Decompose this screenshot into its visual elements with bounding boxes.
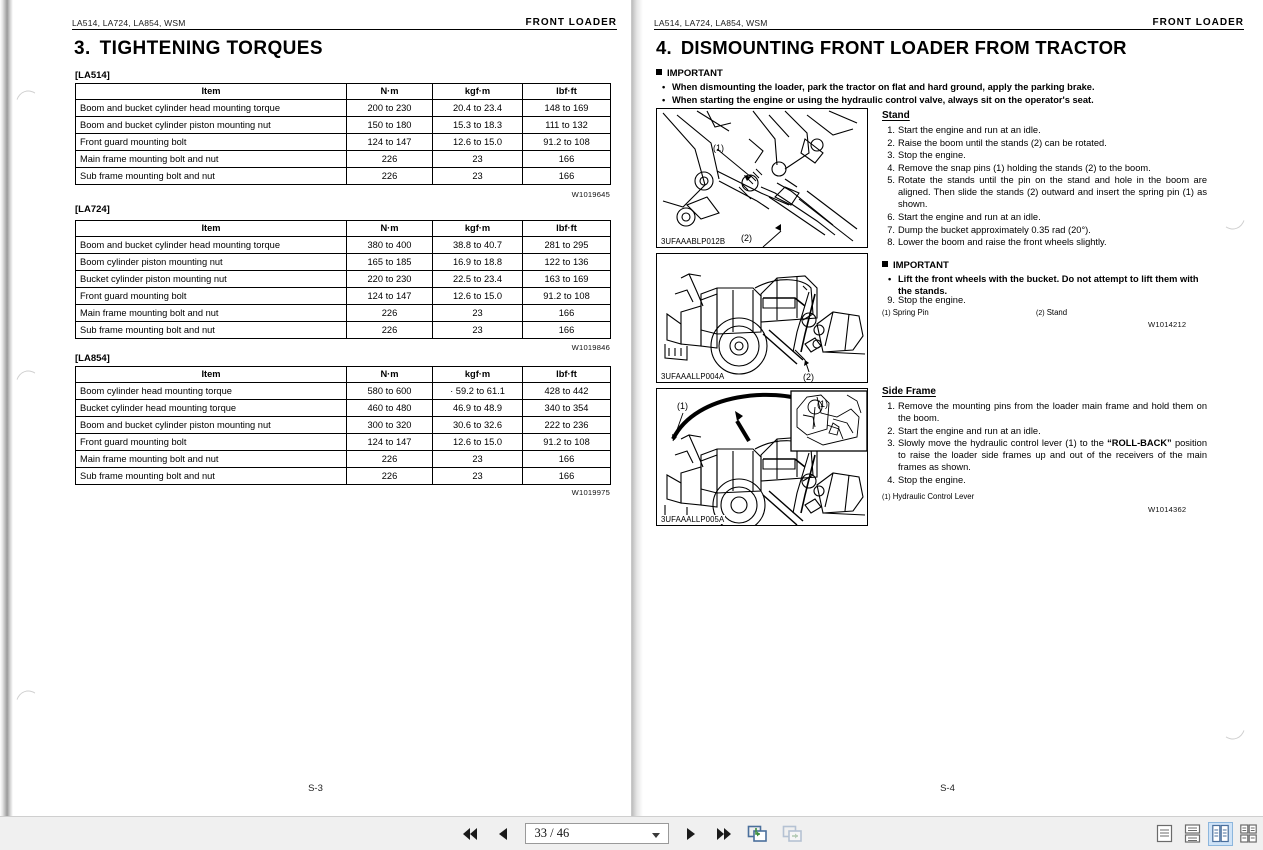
table-row	[76, 168, 611, 185]
table-row	[76, 288, 611, 305]
step-text: Stop the engine.	[898, 150, 966, 161]
important-heading-text: IMPORTANT	[667, 68, 723, 79]
viewer-toolbar	[0, 816, 1263, 850]
step-number: 5.	[887, 175, 895, 186]
step-number: 1.	[887, 125, 895, 135]
scan-arc	[10, 86, 52, 134]
step-text-bold: “ROLL-BACK”	[1107, 438, 1172, 449]
table-header-row	[76, 367, 611, 383]
cell-nm: 124 to 147	[347, 288, 433, 305]
toolbar-view-mode-group	[1152, 822, 1261, 846]
cell-item: Boom and bucket cylinder head mounting torque	[76, 100, 347, 117]
list-item	[882, 211, 1207, 223]
cell-item: Main frame mounting bolt and nut	[76, 305, 347, 322]
cell-nm: 460 to 480	[347, 400, 433, 417]
step-text: Start the engine and run at an idle.	[898, 425, 1041, 436]
cell-kgfm: 12.6 to 15.0	[433, 134, 523, 151]
header-title: FRONT LOADER	[525, 17, 617, 28]
cell-lbfft: 166	[523, 151, 611, 168]
table-header-row	[76, 221, 611, 237]
list-item	[882, 437, 1207, 473]
figure-tractor-with-loader	[656, 253, 868, 383]
cell-item: Front guard mounting bolt	[76, 134, 347, 151]
step-number: 6.	[887, 212, 895, 223]
scan-arc	[10, 686, 52, 734]
col-nm: N·m	[347, 84, 433, 100]
legend-key: (1)	[882, 494, 891, 501]
table-row	[76, 383, 611, 400]
last-page-button[interactable]	[713, 823, 735, 845]
list-item	[882, 294, 1207, 306]
cell-lbfft: 222 to 236	[523, 417, 611, 434]
callout-1: (1)	[713, 143, 724, 153]
col-item: Item	[76, 367, 347, 383]
table-row	[76, 468, 611, 485]
cell-kgfm: 12.6 to 15.0	[433, 434, 523, 451]
cell-lbfft: 166	[523, 451, 611, 468]
cell-item: Main frame mounting bolt and nut	[76, 151, 347, 168]
col-lbfft: lbf·ft	[523, 221, 611, 237]
cell-nm: 226	[347, 305, 433, 322]
cell-nm: 226	[347, 151, 433, 168]
important-item-text: When dismounting the loader, park the tractor on flat and hard ground, apply the parking brake.	[672, 82, 1095, 92]
step-text: Slowly move the hydraulic control lever (1) to the	[898, 438, 1108, 449]
cell-item: Sub frame mounting bolt and nut	[76, 168, 347, 185]
list-item	[882, 474, 1207, 486]
page-right[interactable]	[631, 0, 1263, 816]
cell-kgfm: 23	[433, 305, 523, 322]
replace-page-button[interactable]	[781, 823, 805, 845]
last-page-icon	[715, 827, 733, 841]
two-page-continuous-view-icon	[1240, 824, 1257, 843]
list-item	[882, 400, 1207, 424]
table-header-row	[76, 84, 611, 100]
table-row	[76, 100, 611, 117]
step-text: Remove the mounting pins from the loader main frame and hold them on the boom.	[898, 401, 1207, 424]
step-number: 4.	[887, 474, 895, 485]
scan-arc	[10, 366, 52, 414]
cell-nm: 226	[347, 168, 433, 185]
col-lbfft: lbf·ft	[523, 84, 611, 100]
legend-stand-item-1	[882, 308, 929, 317]
step-text: Stop the engine.	[898, 474, 966, 485]
list-item	[882, 149, 1207, 161]
cell-nm: 226	[347, 451, 433, 468]
table-row	[76, 305, 611, 322]
first-page-button[interactable]	[459, 823, 481, 845]
cell-kgfm: 30.6 to 32.6	[433, 417, 523, 434]
step-text: Dump the bucket approximately 0.35 rad (20°).	[898, 224, 1091, 235]
legend-key: (2)	[1036, 310, 1045, 317]
cell-nm: 380 to 400	[347, 237, 433, 254]
cell-lbfft: 166	[523, 468, 611, 485]
cell-lbfft: 91.2 to 108	[523, 288, 611, 305]
header-model-list: LA514, LA724, LA854, WSM	[72, 18, 186, 28]
table-row	[76, 417, 611, 434]
step-number: 8.	[887, 237, 895, 248]
step-number: 3.	[887, 150, 895, 161]
section-heading-dismounting	[656, 37, 1127, 59]
table-row	[76, 322, 611, 339]
important-item	[656, 94, 1236, 106]
step-number: 2.	[887, 425, 895, 436]
cell-lbfft: 91.2 to 108	[523, 434, 611, 451]
two-page-view-icon	[1212, 824, 1229, 843]
figure-3-illustration	[657, 389, 868, 526]
cell-nm: 580 to 600	[347, 383, 433, 400]
cell-item: Boom cylinder piston mounting nut	[76, 254, 347, 271]
step-text: Rotate the stands until the pin on the stand and hole in the boom are aligned. Then slide the stands (2) outward and insert the spring pin (1) as shown.	[898, 175, 1207, 210]
cell-item: Front guard mounting bolt	[76, 434, 347, 451]
previous-page-button[interactable]	[492, 823, 514, 845]
cell-lbfft: 166	[523, 322, 611, 339]
section-title-text: DISMOUNTING FRONT LOADER FROM TRACTOR	[680, 37, 1127, 58]
table-row	[76, 434, 611, 451]
cell-nm: 150 to 180	[347, 117, 433, 134]
page-left[interactable]	[0, 0, 631, 816]
step-text: Start the engine and run at an idle.	[898, 125, 1041, 135]
cell-kgfm: 20.4 to 23.4	[433, 100, 523, 117]
subheading-side-frame: Side Frame	[882, 386, 936, 397]
cell-nm: 220 to 230	[347, 271, 433, 288]
col-kgfm: kgf·m	[433, 221, 523, 237]
col-item: Item	[76, 221, 347, 237]
legend-text: Hydraulic Control Lever	[892, 492, 975, 501]
legend-text: Stand	[1046, 308, 1068, 317]
figure-code: 3UFAAABLP012B	[661, 237, 726, 246]
cell-kgfm: 23	[433, 468, 523, 485]
model-tag-la854: [LA854]	[75, 353, 110, 364]
next-page-icon	[684, 827, 698, 841]
doc-code-side-frame: W1014362	[1148, 505, 1187, 514]
cell-kgfm: 23	[433, 151, 523, 168]
figure-side-frame-rollback	[656, 388, 868, 526]
table-row	[76, 254, 611, 271]
step-text: Raise the boom until the stands (2) can be rotated.	[898, 137, 1107, 148]
first-page-icon	[461, 827, 479, 841]
dot-bullet-icon: •	[662, 82, 666, 92]
table-row	[76, 237, 611, 254]
torque-table-la854	[75, 366, 611, 485]
page-number-combobox[interactable]	[525, 823, 669, 844]
cell-nm: 226	[347, 468, 433, 485]
section-title-text: TIGHTENING TORQUES	[99, 38, 323, 59]
page-header-right	[654, 12, 1244, 30]
step-text: Stop the engine.	[898, 295, 966, 305]
next-page-button[interactable]	[680, 823, 702, 845]
col-item: Item	[76, 84, 347, 100]
dot-bullet-icon: •	[888, 274, 892, 284]
cell-item: Boom and bucket cylinder head mounting torque	[76, 237, 347, 254]
cell-item: Sub frame mounting bolt and nut	[76, 468, 347, 485]
cell-lbfft: 166	[523, 305, 611, 322]
col-nm: N·m	[347, 367, 433, 383]
cell-item: Front guard mounting bolt	[76, 288, 347, 305]
square-bullet-icon	[656, 69, 662, 75]
steps-stand	[882, 124, 1207, 249]
important-block-mid	[882, 260, 1207, 299]
cell-item: Bucket cylinder head mounting torque	[76, 400, 347, 417]
cell-lbfft: 340 to 354	[523, 400, 611, 417]
torque-table-la514	[75, 83, 611, 185]
legend-stand-item-2	[1036, 308, 1067, 317]
page-footer-number-right: S-4	[940, 783, 955, 794]
step-number: 7.	[887, 224, 895, 235]
page-header-left	[72, 12, 617, 30]
cell-nm: 124 to 147	[347, 434, 433, 451]
table-row	[76, 151, 611, 168]
col-lbfft: lbf·ft	[523, 367, 611, 383]
cell-item: Main frame mounting bolt and nut	[76, 451, 347, 468]
toolbar-navigation-group	[459, 823, 805, 845]
step-number: 4.	[887, 162, 895, 173]
figure-stand-snap-pin	[656, 108, 868, 248]
cell-kgfm: 16.9 to 18.8	[433, 254, 523, 271]
cell-kgfm: 23	[433, 322, 523, 339]
cell-nm: 200 to 230	[347, 100, 433, 117]
cell-kgfm: 23	[433, 451, 523, 468]
cell-item: Boom and bucket cylinder piston mounting nut	[76, 417, 347, 434]
section-number: 3.	[74, 38, 91, 59]
cell-kgfm: 15.3 to 18.3	[433, 117, 523, 134]
list-item	[882, 236, 1207, 248]
doc-code-stand: W1014212	[1148, 320, 1187, 329]
subheading-stand: Stand	[882, 110, 910, 121]
cell-lbfft: 111 to 132	[523, 117, 611, 134]
col-kgfm: kgf·m	[433, 367, 523, 383]
figure-code-la724: W1019846	[571, 343, 610, 352]
page-indicator-value: 33 / 46	[534, 826, 570, 840]
cell-kgfm: 12.6 to 15.0	[433, 288, 523, 305]
extract-page-button[interactable]	[746, 823, 770, 845]
figure-code: 3UFAAALLP004A	[661, 372, 725, 381]
cell-lbfft: 122 to 136	[523, 254, 611, 271]
table-row	[76, 117, 611, 134]
legend-text: Spring Pin	[892, 308, 929, 317]
figure-code-la854: W1019975	[571, 488, 610, 497]
two-page-view-button[interactable]	[1208, 822, 1233, 846]
cell-lbfft: 428 to 442	[523, 383, 611, 400]
step-text: Remove the snap pins (1) holding the stands (2) to the boom.	[898, 162, 1151, 173]
legend-side-frame-item-1	[882, 492, 974, 501]
callout-1: (1)	[817, 399, 828, 409]
replace-page-icon	[782, 825, 804, 843]
cell-kgfm: · 59.2 to 61.1	[433, 383, 523, 400]
single-page-view-icon	[1156, 824, 1173, 843]
figure-1-illustration	[657, 109, 868, 248]
table-row	[76, 400, 611, 417]
header-model-list: LA514, LA724, LA854, WSM	[654, 18, 768, 28]
model-tag-la514: [LA514]	[75, 70, 110, 81]
list-item	[882, 174, 1207, 210]
continuous-view-icon	[1184, 824, 1201, 843]
page-spine-right	[632, 0, 643, 816]
cell-nm: 165 to 185	[347, 254, 433, 271]
step-text-cont: position to raise the loader side frames up and out of the receivers of the main frames as shown.	[898, 438, 1207, 473]
cell-nm: 124 to 147	[347, 134, 433, 151]
cell-item: Bucket cylinder piston mounting nut	[76, 271, 347, 288]
list-item	[882, 224, 1207, 236]
cell-item: Boom cylinder head mounting torque	[76, 383, 347, 400]
step-number: 2.	[887, 137, 895, 148]
cell-kgfm: 23	[433, 168, 523, 185]
torque-table-la724	[75, 220, 611, 339]
important-item	[656, 81, 1236, 93]
list-item	[882, 162, 1207, 174]
dot-bullet-icon: •	[662, 95, 666, 106]
list-item	[882, 124, 1207, 136]
cell-lbfft: 166	[523, 168, 611, 185]
step-number: 9.	[887, 295, 895, 305]
header-title: FRONT LOADER	[1152, 17, 1244, 28]
important-block-top	[656, 68, 1236, 108]
important-item-text: Lift the front wheels with the bucket. Do not attempt to lift them with the stands.	[898, 274, 1199, 297]
cell-nm: 226	[347, 322, 433, 339]
legend-key: (1)	[882, 310, 891, 317]
important-heading	[656, 68, 1236, 79]
col-kgfm: kgf·m	[433, 84, 523, 100]
important-heading-text: IMPORTANT	[893, 260, 949, 271]
col-nm: N·m	[347, 221, 433, 237]
cell-item: Sub frame mounting bolt and nut	[76, 322, 347, 339]
cell-nm: 300 to 320	[347, 417, 433, 434]
model-tag-la724: [LA724]	[75, 204, 110, 215]
list-item	[882, 137, 1207, 149]
square-bullet-icon	[882, 261, 888, 267]
cell-kgfm: 38.8 to 40.7	[433, 237, 523, 254]
figure-code: 3UFAAALLP005A	[661, 515, 725, 524]
page-spine-left	[0, 0, 13, 816]
cell-kgfm: 22.5 to 23.4	[433, 271, 523, 288]
step-text: Start the engine and run at an idle.	[898, 212, 1041, 223]
cell-item: Boom and bucket cylinder piston mounting nut	[76, 117, 347, 134]
important-heading	[882, 260, 1207, 271]
callout-2: (2)	[803, 372, 814, 382]
two-page-continuous-view-button[interactable]	[1236, 822, 1261, 846]
section-number: 4.	[656, 37, 672, 58]
callout-1: (1)	[677, 401, 688, 411]
single-page-view-button[interactable]	[1152, 822, 1177, 846]
step-text: Lower the boom and raise the front wheels slightly.	[898, 237, 1107, 248]
section-heading-tightening-torques	[74, 38, 323, 60]
cell-lbfft: 163 to 169	[523, 271, 611, 288]
figure-2-illustration	[657, 254, 868, 383]
important-item-text: When starting the engine or using the hydraulic control valve, always sit on the operator's seat.	[672, 95, 1094, 106]
table-row	[76, 451, 611, 468]
steps-side-frame	[882, 400, 1207, 487]
table-row	[76, 134, 611, 151]
cell-kgfm: 46.9 to 48.9	[433, 400, 523, 417]
step-number: 3.	[887, 438, 895, 449]
cell-lbfft: 281 to 295	[523, 237, 611, 254]
cell-lbfft: 91.2 to 108	[523, 134, 611, 151]
page-footer-number-left: S-3	[308, 783, 323, 794]
extract-page-icon	[747, 825, 769, 843]
step-number: 1.	[887, 401, 895, 411]
cell-lbfft: 148 to 169	[523, 100, 611, 117]
callout-2: (2)	[741, 233, 752, 243]
steps-stand-continued	[882, 294, 1207, 307]
chevron-down-icon[interactable]	[652, 833, 660, 838]
list-item	[882, 425, 1207, 437]
figure-code-la514: W1019645	[571, 190, 610, 199]
table-row	[76, 271, 611, 288]
continuous-view-button[interactable]	[1180, 822, 1205, 846]
previous-page-icon	[496, 827, 510, 841]
